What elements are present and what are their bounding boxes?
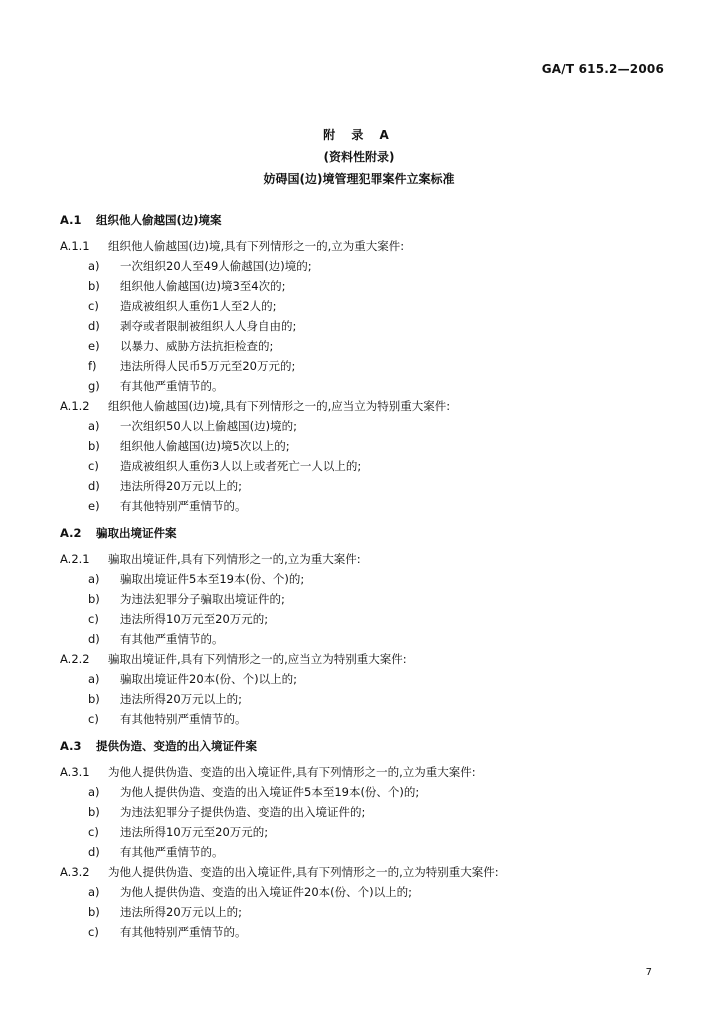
list-item (60, 629, 660, 649)
clause (60, 236, 660, 256)
section-title: 组织他人偷越国(边)境案 (96, 213, 222, 227)
section-title: 骗取出境证件案 (96, 526, 177, 540)
item-marker: b) (88, 439, 100, 453)
clause-text: 组织他人偷越国(边)境,具有下列情形之一的,应当立为特别重大案件: (108, 399, 451, 413)
item-text: 骗取出境证件20本(份、个)以上的; (120, 672, 297, 686)
list-item (60, 336, 660, 356)
item-text: 违法所得20万元以上的; (120, 479, 243, 493)
list-item (60, 356, 660, 376)
item-text: 违法所得10万元至20万元的; (120, 825, 269, 839)
list-item (60, 669, 660, 689)
clause (60, 396, 660, 416)
list-item (60, 822, 660, 842)
list-item (60, 689, 660, 709)
item-text: 违法所得10万元至20万元的; (120, 612, 269, 626)
item-text: 有其他特别严重情节的。 (120, 712, 247, 726)
annex-subtitle: (资料性附录) (323, 150, 395, 164)
list-item (60, 609, 660, 629)
item-text: 为违法犯罪分子骗取出境证件的; (120, 592, 285, 606)
item-marker: a) (88, 572, 100, 586)
item-marker: a) (88, 419, 100, 433)
list-item (60, 569, 660, 589)
item-marker: d) (88, 319, 100, 333)
section-heading (60, 733, 660, 759)
item-marker: a) (88, 672, 100, 686)
item-marker: c) (88, 459, 99, 473)
item-text: 有其他特别严重情节的。 (120, 499, 247, 513)
section-number: A.1 (60, 213, 82, 227)
item-text: 有其他严重情节的。 (120, 845, 224, 859)
item-text: 骗取出境证件5本至19本(份、个)的; (120, 572, 305, 586)
document-body (60, 203, 660, 942)
list-item (60, 276, 660, 296)
item-marker: d) (88, 845, 100, 859)
list-item (60, 589, 660, 609)
section-number: A.3 (60, 739, 82, 753)
list-item (60, 436, 660, 456)
item-marker: c) (88, 825, 99, 839)
standard-code: GA/T 615.2—2006 (541, 62, 664, 76)
list-item (60, 882, 660, 902)
item-marker: c) (88, 612, 99, 626)
item-marker: d) (88, 632, 100, 646)
list-item (60, 316, 660, 336)
section-heading (60, 207, 660, 233)
list-item (60, 476, 660, 496)
clause-number: A.1.1 (60, 239, 90, 253)
item-text: 为违法犯罪分子提供伪造、变造的出入境证件的; (120, 805, 366, 819)
item-marker: f) (88, 359, 97, 373)
clause (60, 862, 660, 882)
item-marker: a) (88, 885, 100, 899)
item-text: 一次组织20人至49人偷越国(边)境的; (120, 259, 312, 273)
list-item (60, 782, 660, 802)
clause-text: 骗取出境证件,具有下列情形之一的,应当立为特别重大案件: (108, 652, 407, 666)
item-text: 为他人提供伪造、变造的出入境证件5本至19本(份、个)的; (120, 785, 420, 799)
item-marker: c) (88, 925, 99, 939)
clause (60, 762, 660, 782)
item-marker: g) (88, 379, 100, 393)
clause-text: 组织他人偷越国(边)境,具有下列情形之一的,立为重大案件: (108, 239, 405, 253)
item-text: 有其他严重情节的。 (120, 379, 224, 393)
clause-text: 为他人提供伪造、变造的出入境证件,具有下列情形之一的,立为重大案件: (108, 765, 476, 779)
clause (60, 549, 660, 569)
item-marker: b) (88, 905, 100, 919)
item-text: 造成被组织人重伤1人至2人的; (120, 299, 277, 313)
item-marker: b) (88, 279, 100, 293)
list-item (60, 456, 660, 476)
annex-title: 附 录 A (323, 128, 395, 142)
page-number: 7 (645, 967, 652, 978)
clause-text: 骗取出境证件,具有下列情形之一的,立为重大案件: (108, 552, 361, 566)
item-text: 组织他人偷越国(边)境5次以上的; (120, 439, 290, 453)
item-text: 有其他严重情节的。 (120, 632, 224, 646)
clause-text: 为他人提供伪造、变造的出入境证件,具有下列情形之一的,立为特别重大案件: (108, 865, 499, 879)
item-text: 剥夺或者限制被组织人人身自由的; (120, 319, 297, 333)
item-marker: a) (88, 785, 100, 799)
list-item (60, 902, 660, 922)
item-marker: e) (88, 499, 100, 513)
annex-title-block (0, 124, 718, 190)
item-text: 造成被组织人重伤3人以上或者死亡一人以上的; (120, 459, 362, 473)
item-marker: d) (88, 479, 100, 493)
item-marker: e) (88, 339, 100, 353)
section-heading (60, 520, 660, 546)
clause-number: A.3.1 (60, 765, 90, 779)
list-item (60, 296, 660, 316)
list-item (60, 416, 660, 436)
item-text: 以暴力、威胁方法抗拒检查的; (120, 339, 274, 353)
item-text: 有其他特别严重情节的。 (120, 925, 247, 939)
clause-number: A.3.2 (60, 865, 90, 879)
clause (60, 649, 660, 669)
section-title: 提供伪造、变造的出入境证件案 (96, 739, 257, 753)
item-text: 一次组织50人以上偷越国(边)境的; (120, 419, 297, 433)
clause-number: A.1.2 (60, 399, 90, 413)
clause-number: A.2.2 (60, 652, 90, 666)
item-marker: c) (88, 299, 99, 313)
list-item (60, 802, 660, 822)
item-text: 违法所得20万元以上的; (120, 692, 243, 706)
item-marker: b) (88, 692, 100, 706)
item-text: 组织他人偷越国(边)境3至4次的; (120, 279, 286, 293)
item-marker: b) (88, 805, 100, 819)
list-item (60, 256, 660, 276)
list-item (60, 496, 660, 516)
list-item (60, 709, 660, 729)
list-item (60, 922, 660, 942)
list-item (60, 376, 660, 396)
list-item (60, 842, 660, 862)
item-text: 违法所得人民币5万元至20万元的; (120, 359, 296, 373)
item-text: 为他人提供伪造、变造的出入境证件20本(份、个)以上的; (120, 885, 412, 899)
item-text: 违法所得20万元以上的; (120, 905, 243, 919)
item-marker: c) (88, 712, 99, 726)
item-marker: b) (88, 592, 100, 606)
section-number: A.2 (60, 526, 82, 540)
annex-heading: 妨碍国(边)境管理犯罪案件立案标准 (263, 172, 455, 186)
item-marker: a) (88, 259, 100, 273)
clause-number: A.2.1 (60, 552, 90, 566)
